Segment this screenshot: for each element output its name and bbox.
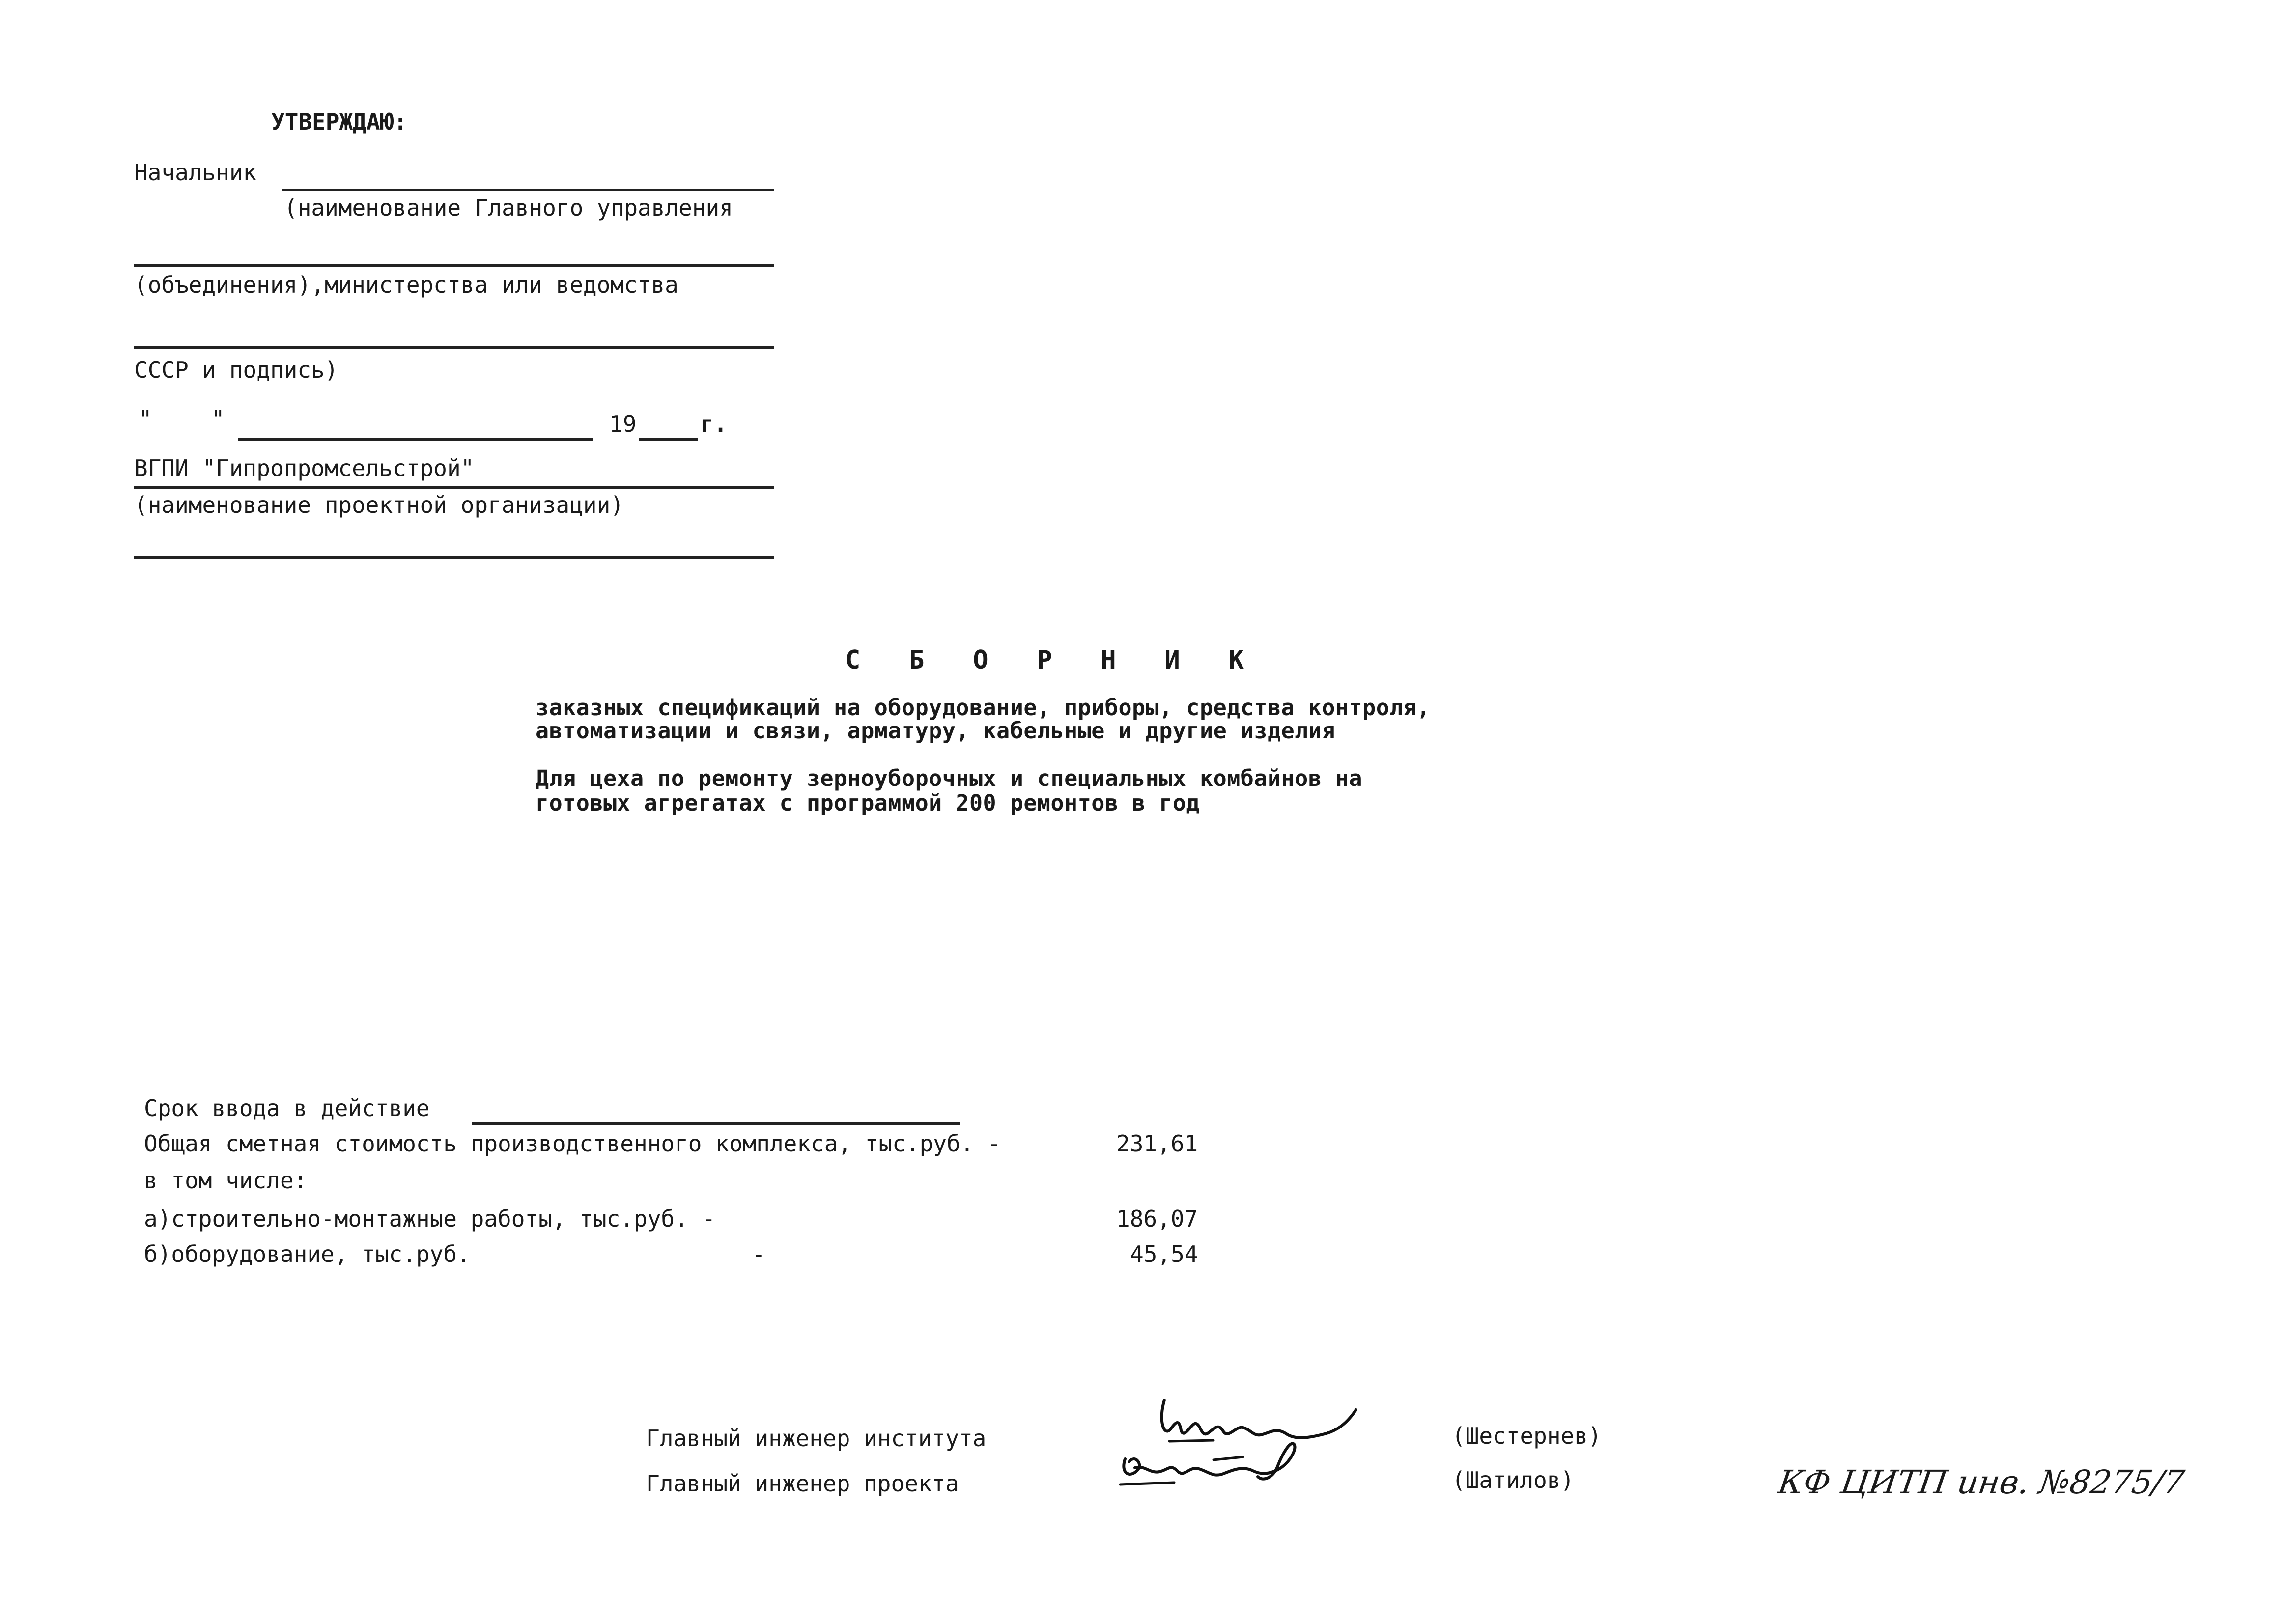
chief-label: Начальник <box>134 159 257 186</box>
chief-institute-name: (Шестернев) <box>1452 1423 1602 1449</box>
effective-date-line <box>472 1122 960 1125</box>
chief-project-signature <box>1115 1434 1331 1488</box>
date-year-prefix: 19 <box>609 411 637 437</box>
collection-title: СБОРНИК <box>845 645 1293 675</box>
org-caption: (наименование проектной организации) <box>134 492 624 518</box>
archive-stamp: КФ ЦИТП инв. №8275/7 <box>1776 1463 2187 1501</box>
signature-line <box>134 346 774 349</box>
including-label: в том числе: <box>144 1167 308 1194</box>
org-name: ВГПИ "Гипропромсельстрой" <box>134 455 475 481</box>
title-line-1: заказных спецификаций на оборудование, приборы, средства контроля, <box>536 695 1431 721</box>
chief-name-line <box>282 189 774 191</box>
chief-institute-label: Главный инженер института <box>646 1425 987 1452</box>
org-extra-line <box>134 556 774 559</box>
chief-project-name: (Шатилов) <box>1452 1467 1575 1493</box>
date-open-quote: " <box>139 406 152 432</box>
total-cost-label: Общая сметная стоимость производственного комплекса, тыс.руб. - <box>144 1130 1001 1157</box>
date-year-line <box>639 438 698 441</box>
equipment-cost-value: 45,54 <box>1130 1241 1198 1267</box>
date-year-suffix: г. <box>700 411 728 437</box>
title-line-4: готовых агрегатах с программой 200 ремонтов в год <box>536 790 1200 816</box>
approval-caption-1: (наименование Главного управления <box>284 195 733 221</box>
equipment-cost-label: б)оборудование, тыс.руб. <box>144 1241 471 1267</box>
construction-cost-label: а)строительно-монтажные работы, тыс.руб. - <box>144 1205 716 1232</box>
approval-caption-2: (объединения),министерства или ведомства <box>134 272 678 298</box>
construction-cost-value: 186,07 <box>1116 1205 1198 1232</box>
title-line-3: Для цеха по ремонту зерноуборочных и специальных комбайнов на <box>536 765 1363 791</box>
equipment-cost-dash: - <box>752 1241 765 1267</box>
date-close-quote: " <box>211 406 225 432</box>
org-name-line <box>134 486 774 489</box>
title-line-2: автоматизации и связи, арматуру, кабельные и другие изделия <box>536 718 1335 744</box>
chief-project-label: Главный инженер проекта <box>646 1470 959 1497</box>
approval-caption-3: СССР и подпись) <box>134 357 339 383</box>
date-month-line <box>238 438 593 441</box>
approval-heading: УТВЕРЖДАЮ: <box>271 109 407 135</box>
total-cost-value: 231,61 <box>1116 1130 1198 1157</box>
effective-date-label: Срок ввода в действие <box>144 1095 430 1121</box>
ministry-line <box>134 264 774 267</box>
